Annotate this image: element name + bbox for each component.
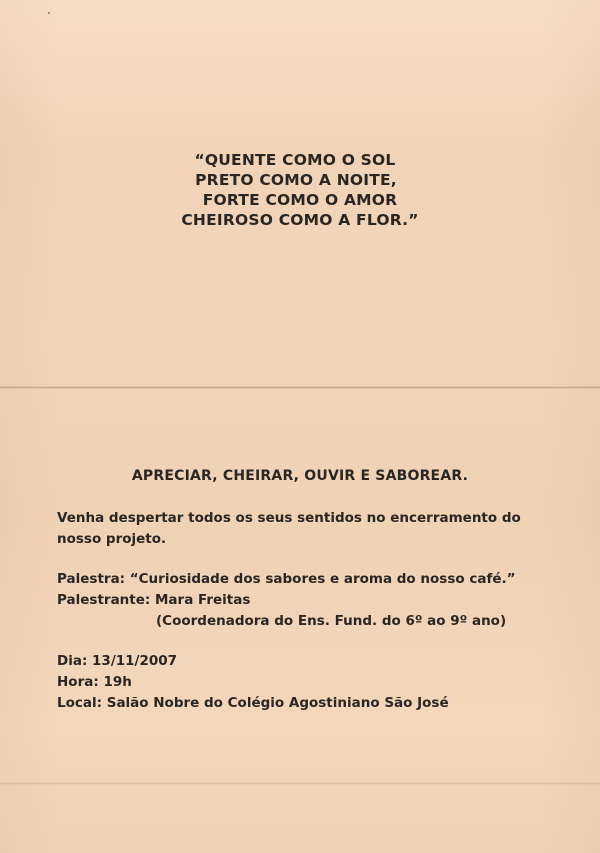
poem-line: “QUENTE COMO O SOL bbox=[194, 151, 396, 169]
poem-line: CHEIROSO COMO A FLOR.” bbox=[181, 211, 419, 229]
event-time: Hora: 19h bbox=[57, 674, 132, 690]
paper-speck bbox=[48, 12, 50, 14]
speaker-name: Palestrante: Mara Freitas bbox=[57, 592, 251, 608]
paper-fold-line bbox=[0, 386, 600, 389]
talk-title: Palestra: “Curiosidade dos sabores e aroma do nosso café.” bbox=[57, 571, 516, 587]
poem-line: FORTE COMO O AMOR bbox=[202, 191, 398, 209]
event-heading: APRECIAR, CHEIRAR, OUVIR E SABOREAR. bbox=[131, 468, 469, 484]
event-date: Dia: 13/11/2007 bbox=[57, 653, 178, 669]
speaker-role: (Coordenadora do Ens. Fund. do 6º ao 9º ano) bbox=[156, 613, 507, 629]
event-details bbox=[57, 651, 547, 714]
invitation-line: nosso projeto. bbox=[57, 531, 167, 547]
poem-line: PRETO COMO A NOITE, bbox=[195, 171, 397, 189]
event-location: Local: Salão Nobre do Colégio Agostiniano São José bbox=[57, 695, 449, 711]
invitation-line: Venha despertar todos os seus sentidos no encerramento do bbox=[57, 510, 521, 526]
poem-quote bbox=[0, 150, 600, 230]
invitation-paragraph bbox=[57, 508, 547, 550]
paper-fold-line-lower bbox=[0, 782, 600, 785]
talk-details bbox=[57, 569, 547, 632]
